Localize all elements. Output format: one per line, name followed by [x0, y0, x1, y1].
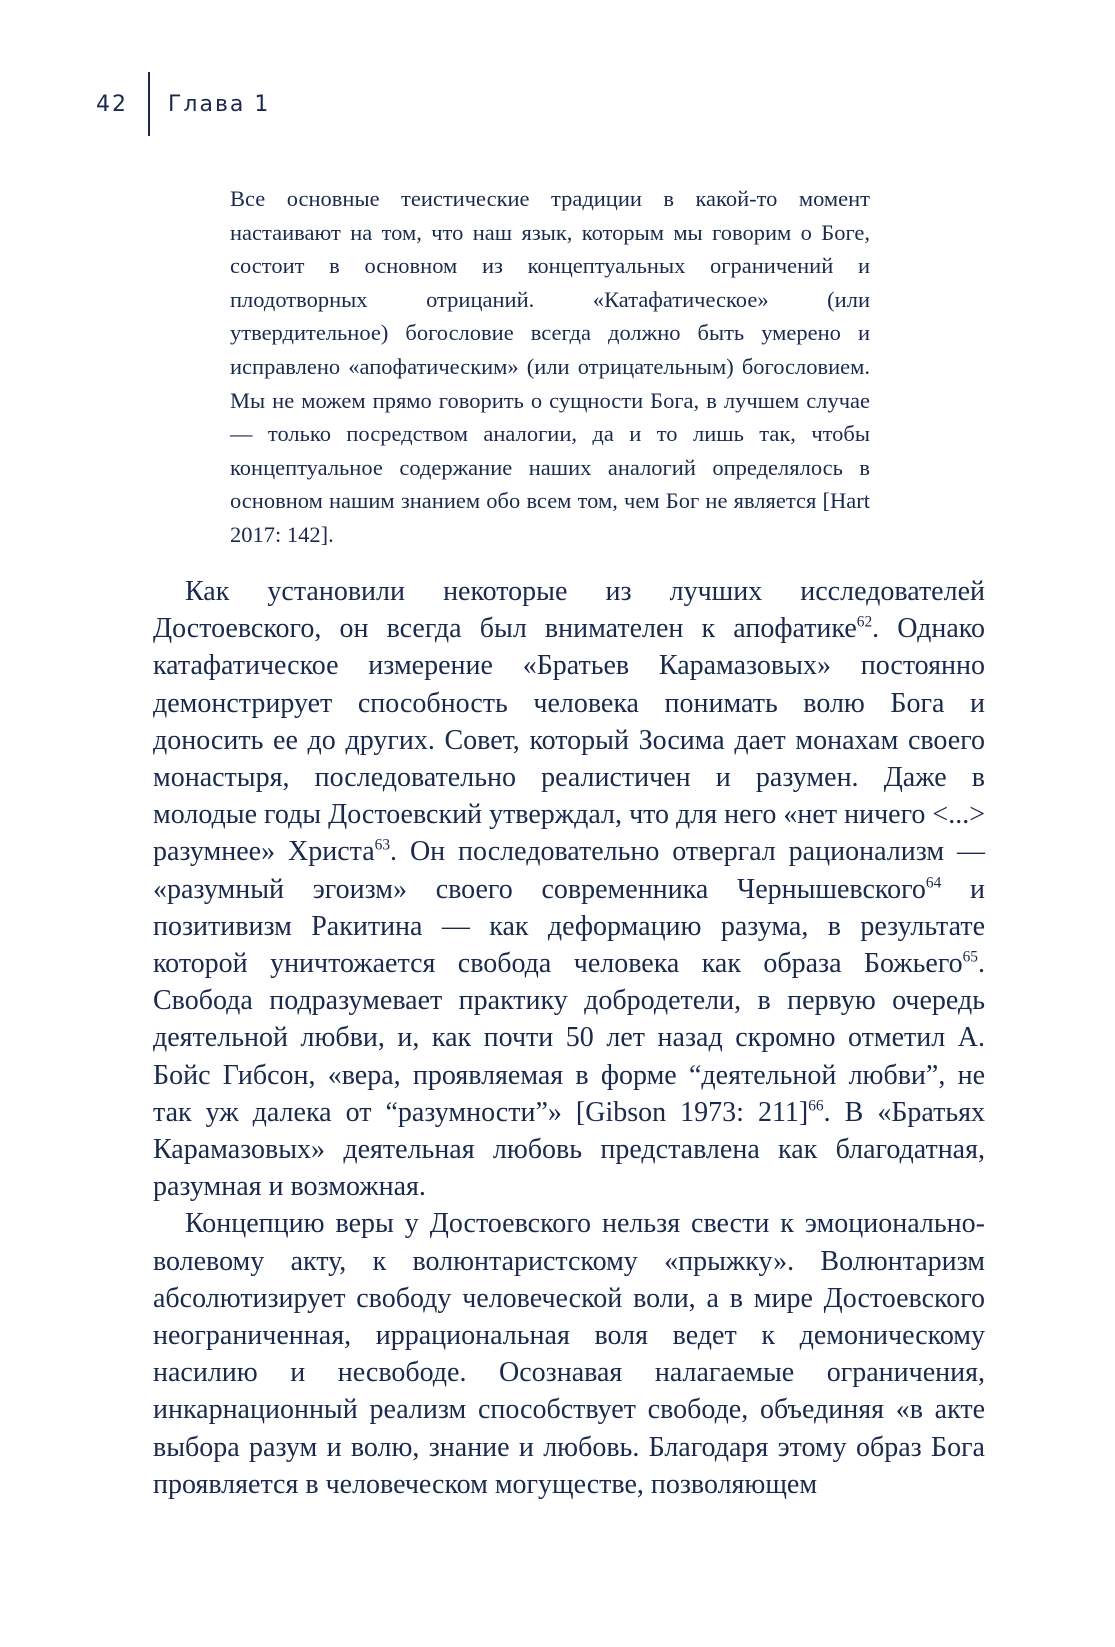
body-text — [153, 573, 985, 1503]
text-run: . Свобода подразумевает практику добродетели, в первую очередь деятельной любви, и, как почти 50 лет назад скромно отметил А. Бойс Гибсон, «вера, проявляемая в форме “деятельной любви”, не так уж далека от “разумности”» [Gibson 1973: 211] — [153, 948, 985, 1128]
header-divider — [148, 72, 150, 136]
footnote-ref[interactable]: 64 — [925, 874, 942, 892]
footnote-ref[interactable]: 65 — [962, 948, 978, 966]
footnote-ref[interactable]: 66 — [808, 1097, 824, 1115]
footnote-ref[interactable]: 63 — [374, 837, 391, 855]
footnote-ref[interactable]: 62 — [856, 613, 873, 631]
page-number: 42 — [96, 91, 128, 117]
text-run: Как установили некоторые из лучших исследователей Достоевского, он всегда был внимателен к апофатике — [153, 576, 985, 645]
block-quote: Все основные теистические традиции в какой-то момент настаивают на том, что наш язык, которым мы говорим о Боге, состоит в основном из концептуальных ограничений и плодотворных отрицаний. «Катафатическое» (или утвердительное) богословие всегда должно быть умерено и исправлено «апофатическим» (или отрицательным) богословием. Мы не можем прямо говорить о сущности Бога, в лучшем случае — только посредством аналогии, да и то лишь так, чтобы концептуальное содержание наших аналогий определялось в основном нашим знанием обо всем том, чем Бог не является [Hart 2017: 142]. — [230, 186, 870, 547]
text-run: . В «Братьях Карамазовых» деятельная любовь представлена как благодатная, разумная и возможная. — [153, 1096, 986, 1203]
chapter-title: Глава 1 — [168, 91, 271, 117]
paragraph: Концепцию веры у Достоевского нельзя свести к эмоционально-волевому акту, к волюнтаристскому «прыжку». Волюнтаризм абсолютизирует свободу человеческой воли, а в мире Достоевского неограниченная, иррациональная воля ведет к демоническому насилию и несвободе. Осознавая налагаемые ограничения, инкарнационный реализм способствует свободе, объединяя «в акте выбора разум и волю, знание и любовь. Благодаря этому образ Бога проявляется в человеческом могуществе, позволяющем — [153, 1208, 985, 1500]
paragraph — [153, 573, 985, 1205]
text-run: . Он последовательно отвергал рационализм — «разумный эгоизм» своего современника Чернышевского — [153, 836, 985, 905]
text-run: и позитивизм Ракитина — как деформацию разума, в результате которой уничтожается свобода человека как образа Божьего — [153, 873, 985, 980]
running-head — [96, 72, 270, 136]
text-run: . Однако катафатическое измерение «Братьев Карамазовых» постоянно демонстрирует способность человека понимать волю Бога и доносить ее до других. Совет, который Зосима дает монахам своего монастыря, последовательно реалистичен и разумен. Даже в молодые годы Достоевский утверждал, что для него «нет ничего <...> разумнее» Христа — [153, 613, 985, 868]
